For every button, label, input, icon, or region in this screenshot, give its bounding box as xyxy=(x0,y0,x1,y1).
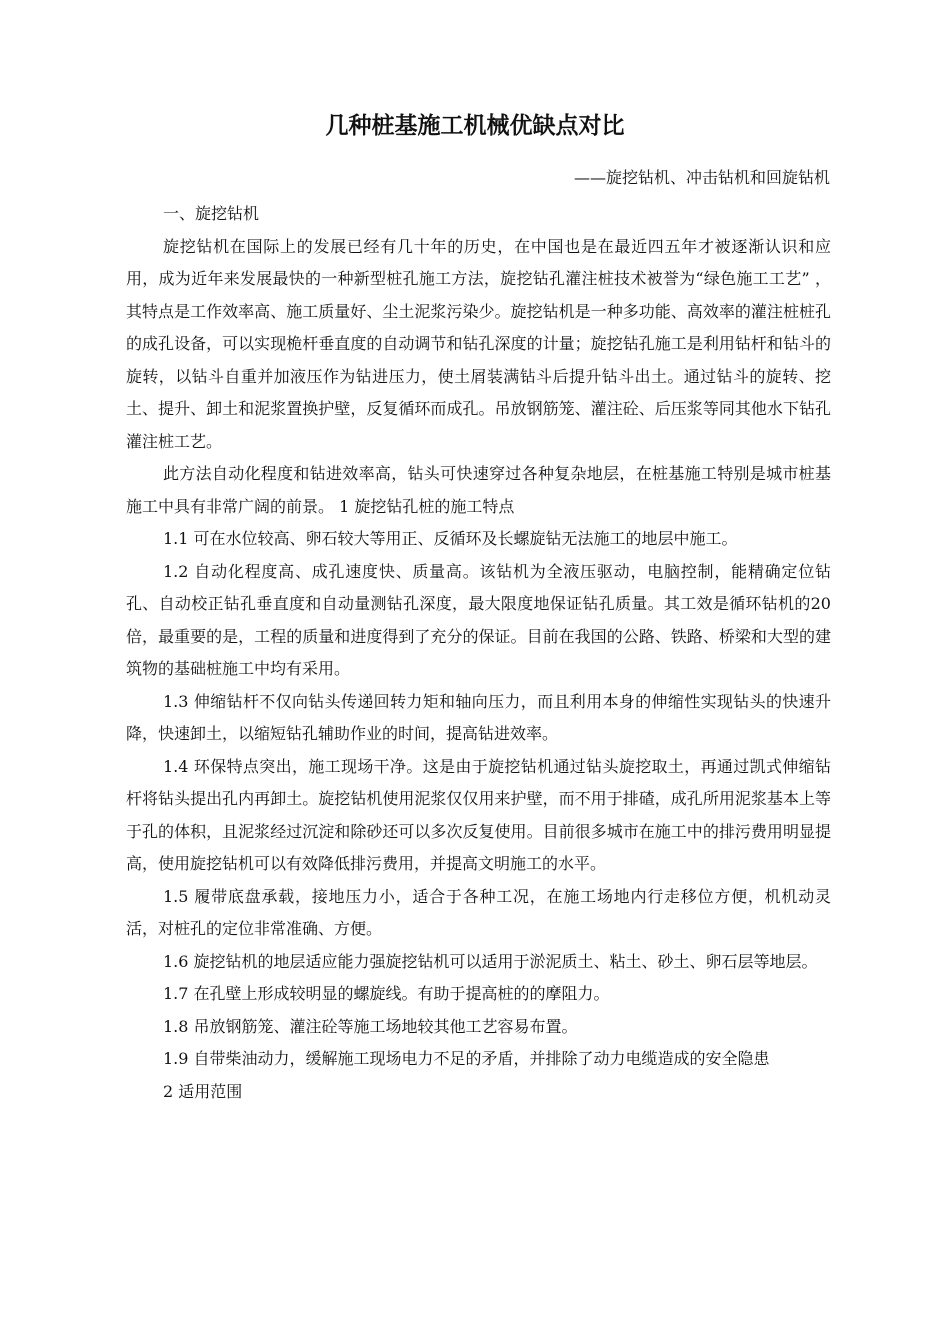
paragraph: 此方法自动化程度和钻进效率高，钻头可快速穿过各种复杂地层，在桩基施工特别是城市桩基施工中具有非常广阔的前景。 1 旋挖钻孔桩的施工特点 xyxy=(126,464,831,516)
document-subtitle: ——旋挖钻机、冲击钻机和回旋钻机 xyxy=(573,168,830,187)
paragraph: 1.6 旋挖钻机的地层适应能力强旋挖钻机可以适用于淤泥质土、粘土、砂土、卵石层等地层。 xyxy=(163,951,818,971)
section-heading: 2 适用范围 xyxy=(163,1081,243,1101)
paragraph: 1.4 环保特点突出，施工现场干净。这是由于旋挖钻机通过钻头旋挖取土，再通过凯式伸缩钻杆将钻头提出孔内再卸土。旋挖钻机使用泥浆仅仅用来护壁，而不用于排碴，成孔所用泥浆基本上等于孔的体积，且泥浆经过沉淀和除砂还可以多次反复使用。目前很多城市在施工中的排污费用明显提高，使用旋挖钻机可以有效降低排污费用，并提高文明施工的水平。 xyxy=(126,756,831,873)
paragraph: 1.5 履带底盘承载，接地压力小，适合于各种工况，在施工场地内行走移位方便，机机动灵活，对桩孔的定位非常准确、方便。 xyxy=(126,886,831,938)
document-title: 几种桩基施工机械优缺点对比 xyxy=(325,112,625,139)
section-heading: 一、旋挖钻机 xyxy=(163,204,260,223)
paragraph: 旋挖钻机在国际上的发展已经有几十年的历史，在中国也是在最近四五年才被逐渐认识和应用，成为近年来发展最快的一种新型桩孔施工方法，旋挖钻孔灌注桩技术被誉为“绿色施工工艺” ，其特点是工作效率高、施工质量好、尘土泥浆污染少。旋挖钻机是一种多功能、高效率的灌注桩桩孔的成孔设备，可以实现桅杆垂直度的自动调节和钻孔深度的计量；旋挖钻孔施工是利用钻杆和钻斗的旋转，以钻斗自重并加液压作为钻进压力，使土屑装满钻斗后提升钻斗出土。通过钻斗的旋转、挖土、提升、卸土和泥浆置换护壁，反复循环而成孔。吊放钢筋笼、灌注砼、后压浆等同其他水下钻孔灌注桩工艺。 xyxy=(126,236,831,451)
paragraph: 1.1 可在水位较高、卵石较大等用正、反循环及长螺旋钻无法施工的地层中施工。 xyxy=(163,529,738,548)
paragraph: 1.8 吊放钢筋笼、灌注砼等施工场地较其他工艺容易布置。 xyxy=(163,1016,578,1036)
document-body xyxy=(126,198,831,1108)
paragraph: 1.3 伸缩钻杆不仅向钻头传递回转力矩和轴向压力，而且利用本身的伸缩性实现钻头的快速升降，快速卸土，以缩短钻孔辅助作业的时间，提高钻进效率。 xyxy=(126,691,831,743)
paragraph: 1.9 自带柴油动力，缓解施工现场电力不足的矛盾，并排除了动力电缆造成的安全隐患 xyxy=(163,1049,770,1068)
paragraph: 1.2 自动化程度高、成孔速度快、质量高。该钻机为全液压驱动，电脑控制，能精确定位钻孔、自动校正钻孔垂直度和自动量测钻孔深度，最大限度地保证钻孔质量。其工效是循环钻机的20倍，最重要的是，工程的质量和进度得到了充分的保证。目前在我国的公路、铁路、桥梁和大型的建筑物的基础桩施工中均有采用。 xyxy=(126,561,831,678)
paragraph: 1.7 在孔壁上形成较明显的螺旋线。有助于提高桩的的摩阻力。 xyxy=(163,984,610,1003)
